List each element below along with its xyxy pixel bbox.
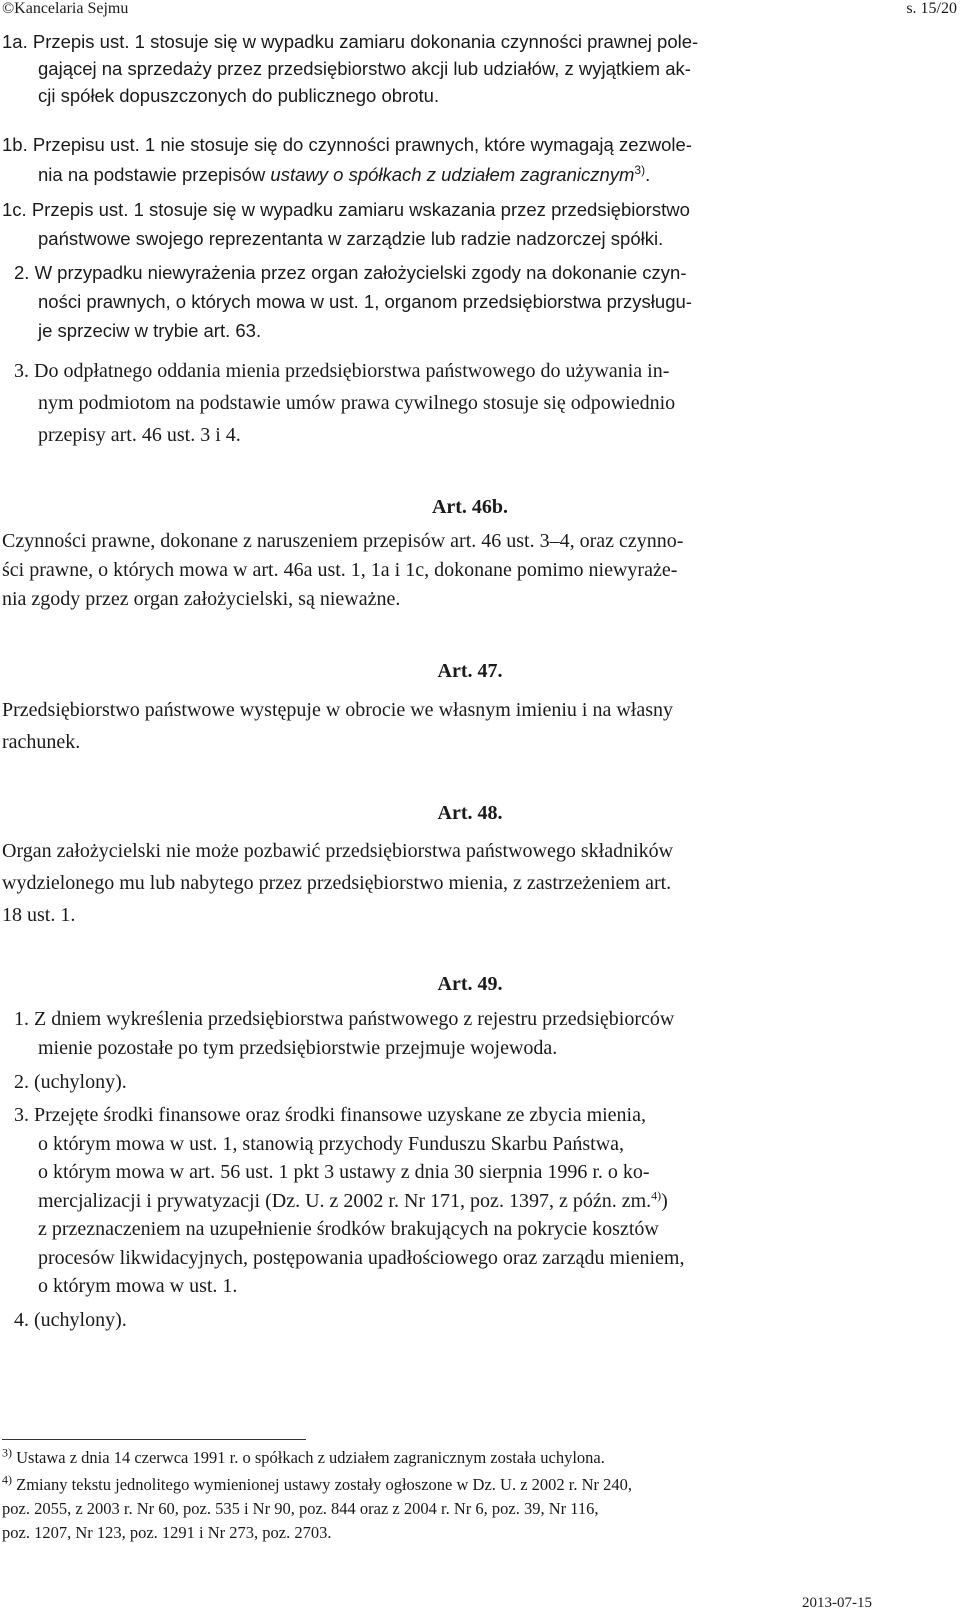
- article-heading: Art. 48.: [437, 802, 503, 824]
- text-line: o którym mowa w ust. 1, stanowią przychody Funduszu Skarbu Państwa,: [38, 1132, 625, 1155]
- text-line: państwowe swojego reprezentanta w zarządzie lub radzie nadzorczej spółki.: [38, 228, 664, 249]
- article-heading: Art. 49.: [437, 973, 503, 995]
- paragraph-3: [14, 355, 844, 451]
- text-line: gającej na sprzedaży przez przedsiębiorstwo akcji lub udziałów, z wyjątkiem ak-: [38, 58, 691, 79]
- text-line: o którym mowa w ust. 1.: [38, 1275, 238, 1297]
- text-fragment: mercjalizacji i prywatyzacji (Dz. U. z 2002 r. Nr 171, poz. 1397, z późn. zm.: [38, 1189, 652, 1212]
- article-heading: Art. 46b.: [431, 496, 509, 518]
- text-line: mienie pozostałe po tym przedsiębiorstwie przejmuje wojewoda.: [38, 1037, 558, 1059]
- page-number: s. 15/20: [906, 0, 957, 17]
- text-line: nym podmiotom na podstawie umów prawa cywilnego stosuje się odpowiednio: [38, 392, 676, 414]
- paragraph-1a: [2, 28, 844, 109]
- text-line: Organ założycielski nie może pozbawić przedsiębiorstwa państwowego składników: [2, 840, 674, 862]
- footnote-text: Zmiany tekstu jednolitego wymienionej ustawy zostały ogłoszone w Dz. U. z 2002 r. Nr 240,: [16, 1475, 633, 1494]
- article-46b-text: [2, 527, 844, 614]
- paragraph-1c: [2, 195, 844, 253]
- footnote-mark: 4): [2, 1472, 12, 1487]
- text-line: je sprzeciw w trybie art. 63.: [38, 320, 262, 341]
- copyright-label: ©Kancelaria Sejmu: [2, 0, 129, 17]
- article-48-text: [2, 835, 844, 931]
- text-line: ści prawne, o których mowa w art. 46a ust. 1, 1a i 1c, dokonane pomimo niewyraże-: [2, 559, 678, 581]
- text-line: cji spółek dopuszczonych do publicznego obrotu.: [38, 85, 440, 106]
- act-title: ustawy o spółkach z udziałem zagranicznym: [270, 164, 635, 185]
- text-line: 3. Do odpłatnego oddania mienia przedsiębiorstwa państwowego do używania in-: [14, 360, 670, 382]
- text-line: ności prawnych, o których mowa w ust. 1, organom przedsiębiorstwa przysługu-: [38, 291, 692, 312]
- text-line: 1b. Przepisu ust. 1 nie stosuje się do czynności prawnych, które wymagają zezwole-: [2, 134, 692, 155]
- text-line: Przedsiębiorstwo państwowe występuje w obrocie we własnym imieniu i na własny: [2, 699, 673, 721]
- article-49-p4: [14, 1306, 844, 1334]
- footnote-ref[interactable]: 4): [651, 1187, 662, 1202]
- text-line: 2. W przypadku niewyrażenia przez organ założycielski zgody na dokonanie czyn-: [14, 262, 687, 283]
- text-fragment: .: [645, 164, 651, 185]
- text-line: [14, 1187, 844, 1216]
- footnote-line: poz. 2055, z 2003 r. Nr 60, poz. 535 i Nr 90, poz. 844 oraz z 2004 r. Nr 6, poz. 39, Nr 116,: [2, 1499, 599, 1518]
- footnote-line: poz. 1207, Nr 123, poz. 1291 i Nr 273, poz. 2703.: [2, 1523, 332, 1542]
- text-line: [2, 160, 844, 190]
- paragraph-1b: [2, 130, 844, 190]
- footnote-4: [2, 1473, 866, 1545]
- text-line: z przeznaczeniem na uzupełnienie środków brakujących na pokrycie kosztów: [38, 1218, 659, 1240]
- text-line: 2. (uchylony).: [14, 1071, 127, 1093]
- paragraph-2: [14, 258, 844, 345]
- text-line: procesów likwidacyjnych, postępowania upadłościowego oraz zarządu mieniem,: [38, 1246, 685, 1269]
- footnote-line: [2, 1473, 866, 1497]
- article-49-p2: [14, 1068, 844, 1096]
- article-heading: Art. 47.: [437, 660, 503, 682]
- text-line: 1c. Przepis ust. 1 stosuje się w wypadku zamiaru wskazania przez przedsiębiorstwo: [2, 199, 690, 220]
- text-line: nia zgody przez organ założycielski, są nieważne.: [2, 588, 401, 610]
- footnote-mark: 3): [2, 1445, 12, 1460]
- text-line: przepisy art. 46 ust. 3 i 4.: [38, 424, 241, 446]
- text-line: 18 ust. 1.: [2, 904, 76, 926]
- text-line: wydzielonego mu lub nabytego przez przedsiębiorstwo mienia, z zastrzeżeniem art.: [2, 872, 672, 894]
- article-49-p3: [14, 1101, 844, 1301]
- footnote-3: [2, 1446, 866, 1470]
- text-line: 4. (uchylony).: [14, 1309, 127, 1331]
- text-line: rachunek.: [2, 731, 81, 753]
- text-line: 1. Z dniem wykreślenia przedsiębiorstwa państwowego z rejestru przedsiębiorców: [14, 1008, 675, 1030]
- text-line: 3. Przejęte środki finansowe oraz środki finansowe uzyskane ze zbycia mienia,: [14, 1104, 646, 1126]
- footer-date: 2013-07-15: [802, 1595, 872, 1611]
- footnote-text: Ustawa z dnia 14 czerwca 1991 r. o spółkach z udziałem zagranicznym została uchylona.: [16, 1448, 605, 1467]
- article-49-p1: [14, 1005, 844, 1063]
- footnote-ref[interactable]: 3): [634, 162, 646, 177]
- text-fragment: ): [661, 1189, 668, 1212]
- text-line: 1a. Przepis ust. 1 stosuje się w wypadku zamiaru dokonania czynności prawnej pole-: [2, 31, 699, 52]
- article-47-text: [2, 694, 844, 758]
- text-line: Czynności prawne, dokonane z naruszeniem przepisów art. 46 ust. 3–4, oraz czynno-: [2, 530, 684, 552]
- text-line: o którym mowa w art. 56 ust. 1 pkt 3 ustawy z dnia 30 sierpnia 1996 r. o ko-: [38, 1161, 650, 1183]
- text-fragment: nia na podstawie przepisów: [38, 164, 271, 185]
- footnote-separator: [2, 1439, 306, 1440]
